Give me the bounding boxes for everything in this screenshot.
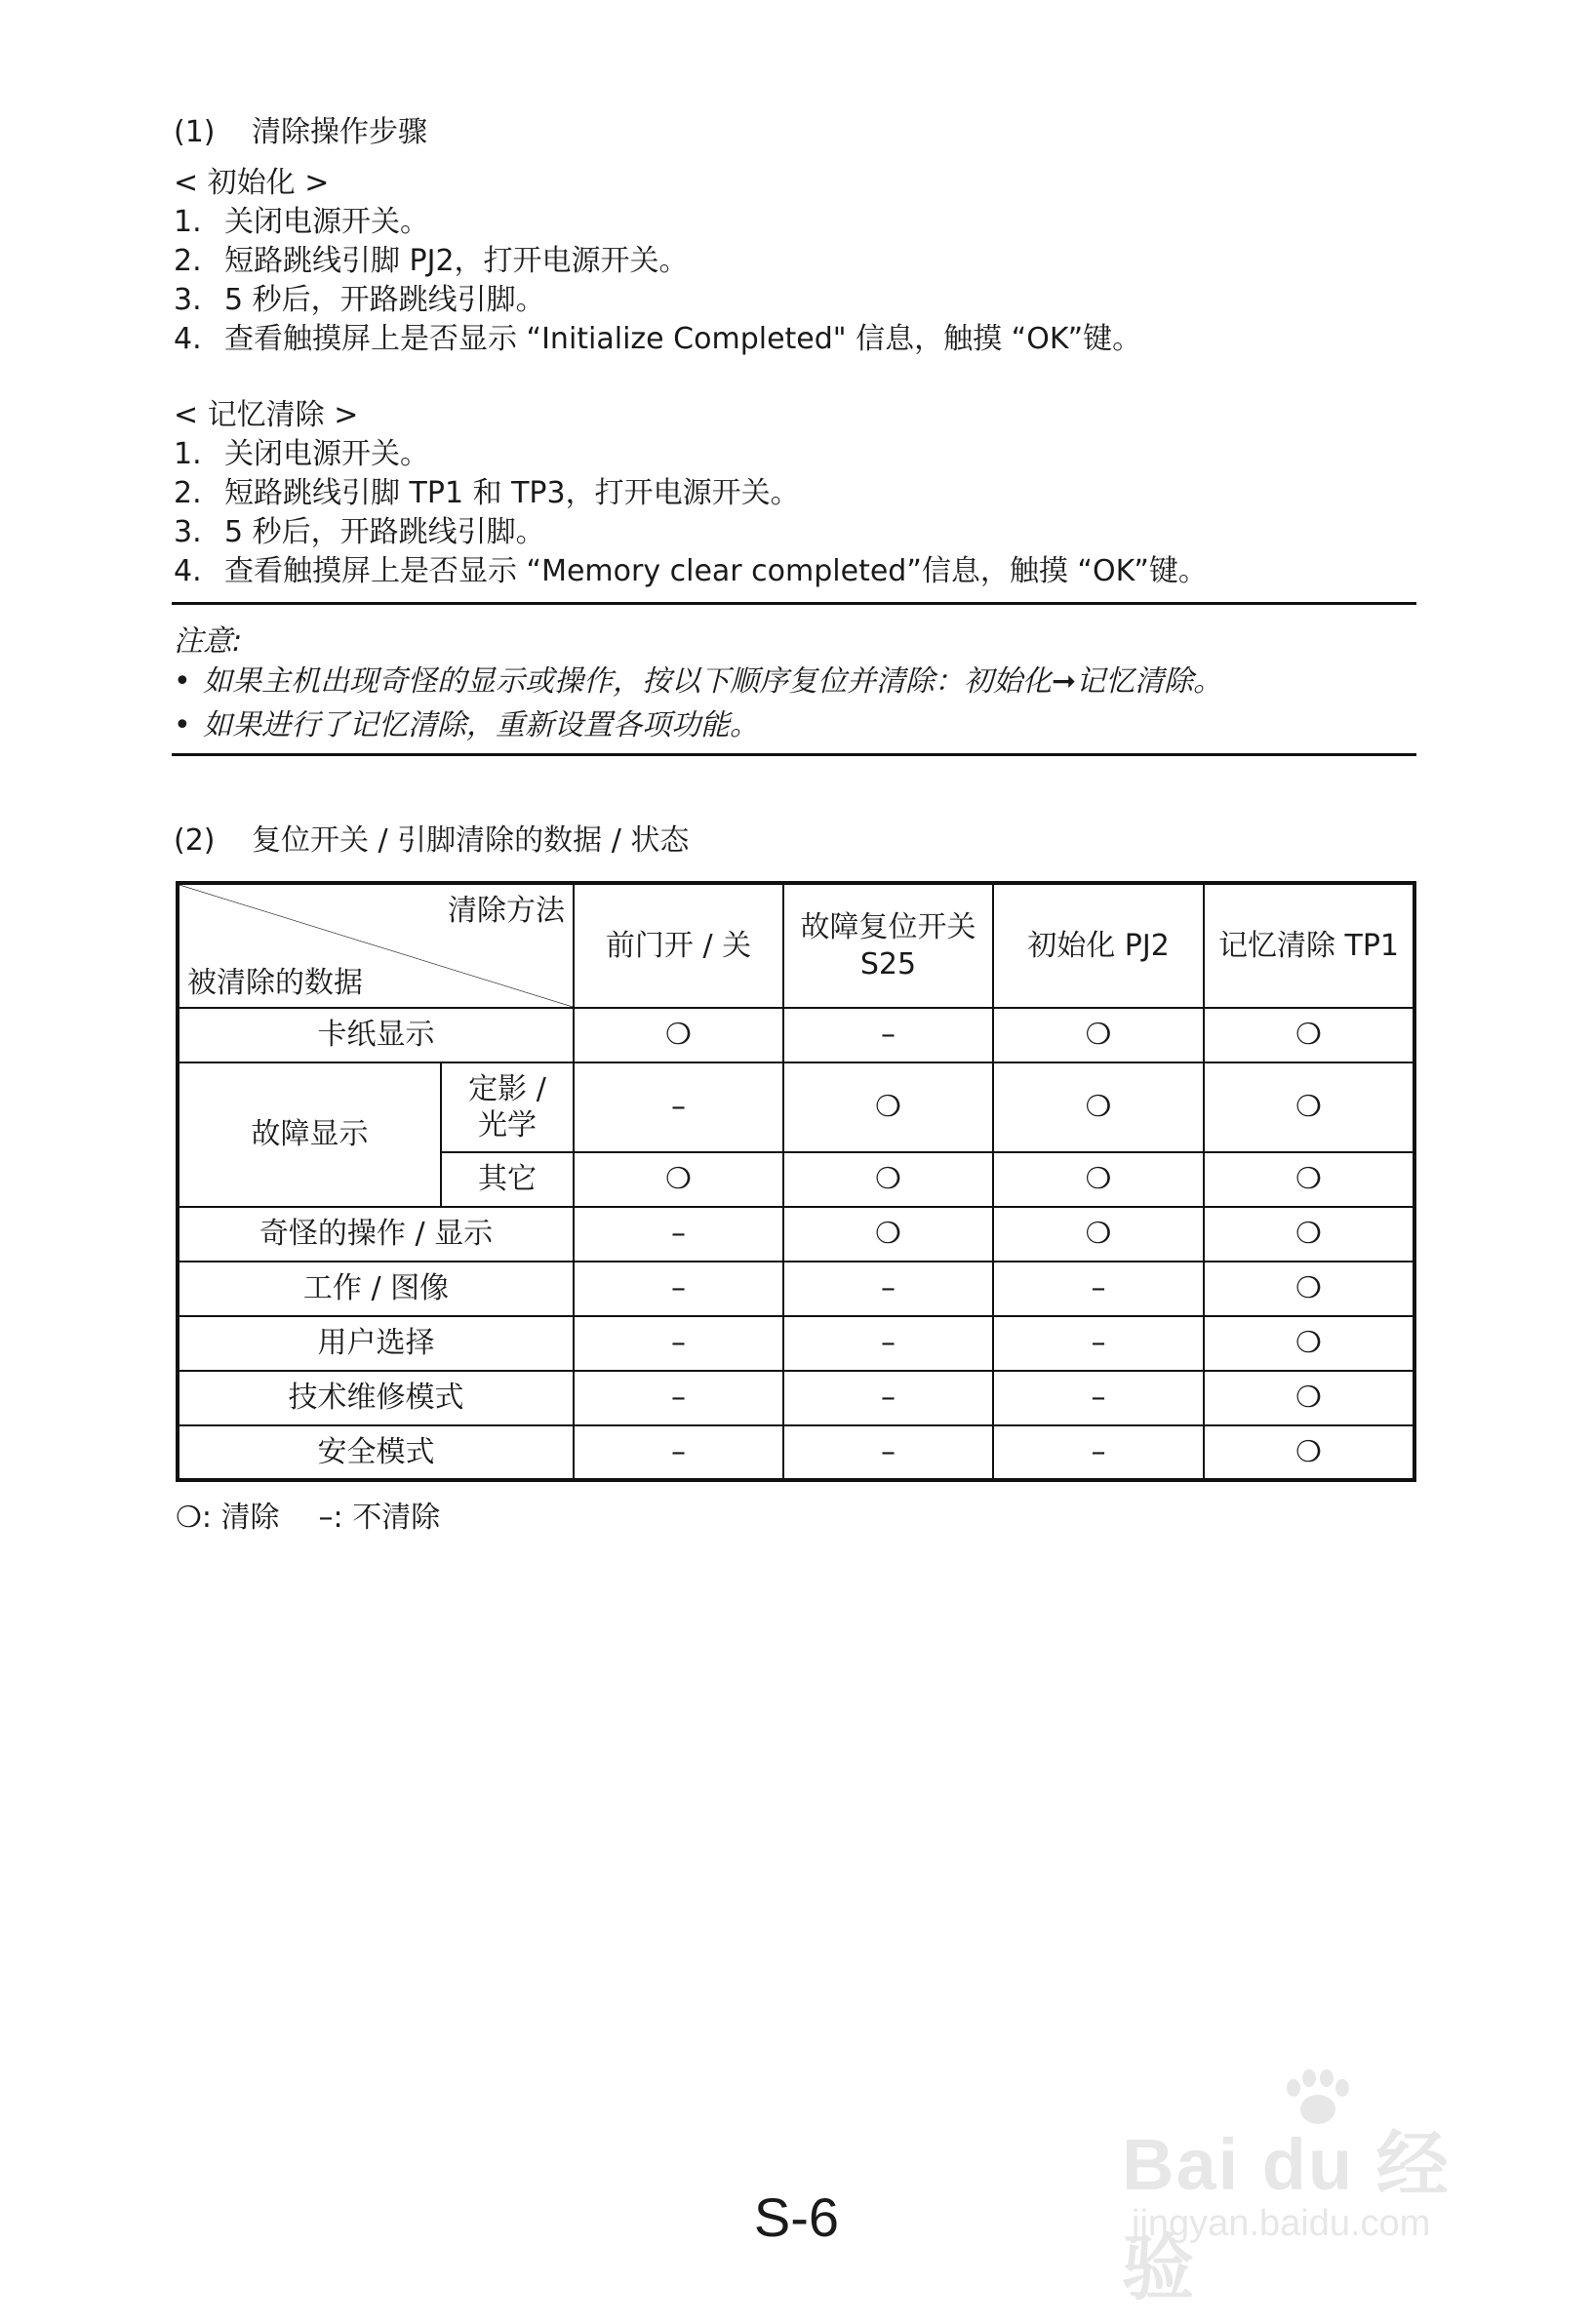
watermark-url: jingyan.baidu.com [1132, 2203, 1431, 2244]
table-cell: – [574, 1262, 783, 1316]
table-cell: – [574, 1316, 783, 1371]
step-text: 短路跳线引脚 TP1 和 TP3，打开电源开关。 [224, 476, 800, 510]
table-cell: ❍ [1204, 1062, 1414, 1152]
note-text: 如果主机出现奇怪的显示或操作，按以下顺序复位并清除：初始化➞记忆清除。 [203, 664, 1223, 699]
table-cell: – [574, 1207, 783, 1262]
table-row [178, 1316, 1414, 1371]
table-cell: ❍ [783, 1152, 993, 1207]
table-row [178, 1262, 1414, 1316]
init-step [174, 275, 545, 318]
memory-step [174, 429, 429, 472]
section-2-heading [174, 816, 689, 859]
section-1-heading [174, 107, 427, 150]
table-cell: – [574, 1371, 783, 1425]
note-item [174, 657, 1222, 700]
step-number: 1. [174, 205, 202, 239]
row-group-label: 故障显示 [178, 1062, 441, 1207]
page-number: S-6 [753, 2186, 840, 2248]
step-text: 关闭电源开关。 [224, 205, 429, 239]
table-cell: – [783, 1008, 993, 1062]
table-cell: ❍ [993, 1152, 1204, 1207]
column-header-line: S25 [859, 946, 917, 982]
table-cell: ❍ [1204, 1262, 1414, 1316]
note-text: 如果进行了记忆清除，重新设置各项功能。 [203, 708, 759, 742]
table-cell: – [574, 1425, 783, 1480]
init-step [174, 236, 689, 279]
table-cell: ❍ [783, 1207, 993, 1262]
table-corner-cell [178, 883, 574, 1008]
step-text: 查看触摸屏上是否显示 “Initialize Completed" 信息，触摸 “OK”键。 [224, 322, 1142, 356]
row-sublabel [441, 1062, 574, 1152]
step-number: 2. [174, 244, 202, 278]
table-cell: – [993, 1371, 1204, 1425]
table-cell: – [993, 1425, 1204, 1480]
table-cell: ❍ [1204, 1316, 1414, 1371]
row-label: 用户选择 [178, 1316, 574, 1371]
clear-data-table [176, 881, 1416, 1482]
step-text: 5 秒后，开路跳线引脚。 [224, 283, 545, 317]
column-header-line: 故障复位开关 [800, 910, 976, 944]
table-row [178, 1008, 1414, 1062]
table-row [178, 1371, 1414, 1425]
note-bottom-rule [172, 753, 1416, 756]
table-cell: – [993, 1262, 1204, 1316]
step-text: 5 秒后，开路跳线引脚。 [224, 515, 545, 549]
memory-clear-heading: < 记忆清除 > [174, 398, 359, 432]
section-1-number: (1) [174, 115, 216, 149]
memory-step [174, 468, 800, 511]
table-cell: – [993, 1316, 1204, 1371]
table-legend [176, 1493, 440, 1536]
column-header: 初始化 PJ2 [993, 883, 1204, 1008]
step-number: 1. [174, 437, 202, 471]
column-header [783, 883, 993, 1008]
note-item [174, 701, 759, 743]
watermark-brand: Bai du 经验 [1122, 2124, 1451, 2308]
corner-bottom-label: 被清除的数据 [187, 965, 363, 1000]
legend-clear: ❍: 清除 [176, 1501, 280, 1535]
table-cell: – [574, 1062, 783, 1152]
step-number: 2. [174, 476, 202, 510]
bullet: • [174, 664, 191, 699]
note-top-rule [172, 602, 1416, 605]
row-label: 卡纸显示 [178, 1008, 574, 1062]
table-cell: ❍ [574, 1152, 783, 1207]
column-header: 记忆清除 TP1 [1204, 883, 1414, 1008]
table-row [178, 1062, 1414, 1152]
legend-no-clear: –: 不清除 [318, 1501, 441, 1535]
section-2-title: 复位开关 / 引脚清除的数据 / 状态 [252, 823, 690, 858]
row-label: 安全模式 [178, 1425, 574, 1480]
corner-top-label: 清除方法 [448, 894, 565, 928]
table-cell: – [783, 1262, 993, 1316]
init-step [174, 314, 1141, 357]
memory-step [174, 507, 545, 550]
table-cell: ❍ [1204, 1008, 1414, 1062]
row-sublabel: 其它 [441, 1152, 574, 1207]
step-text: 查看触摸屏上是否显示 “Memory clear completed”信息，触摸 “OK”键。 [224, 554, 1208, 588]
bullet: • [174, 708, 191, 742]
row-sublabel-line: 光学 [478, 1108, 537, 1142]
table-cell: ❍ [993, 1207, 1204, 1262]
init-heading: < 初始化 > [174, 166, 330, 200]
step-number: 4. [174, 322, 202, 356]
table-cell: – [783, 1371, 993, 1425]
table-cell: ❍ [1204, 1371, 1414, 1425]
table-cell: ❍ [1204, 1152, 1414, 1207]
table-row [178, 1207, 1414, 1262]
step-text: 关闭电源开关。 [224, 437, 429, 471]
step-number: 3. [174, 283, 202, 317]
step-text: 短路跳线引脚 PJ2，打开电源开关。 [224, 244, 689, 278]
row-label: 奇怪的操作 / 显示 [178, 1207, 574, 1262]
table-cell: ❍ [783, 1062, 993, 1152]
table-cell: – [783, 1425, 993, 1480]
row-sublabel-line: 定影 / [468, 1071, 546, 1106]
step-number: 4. [174, 554, 202, 588]
step-number: 3. [174, 515, 202, 549]
section-1-title: 清除操作步骤 [252, 115, 427, 149]
init-step [174, 197, 429, 240]
section-2-number: (2) [174, 823, 216, 858]
table-cell: ❍ [574, 1008, 783, 1062]
table-cell: ❍ [1204, 1425, 1414, 1480]
table-cell: ❍ [1204, 1207, 1414, 1262]
table-row [178, 1425, 1414, 1480]
table-cell: – [783, 1316, 993, 1371]
table-cell: ❍ [993, 1062, 1204, 1152]
table-cell: ❍ [993, 1008, 1204, 1062]
column-header: 前门开 / 关 [574, 883, 783, 1008]
note-title: 注意: [174, 624, 243, 659]
row-label: 工作 / 图像 [178, 1262, 574, 1316]
memory-step [174, 546, 1208, 589]
table-header-row [178, 883, 1414, 1008]
row-label: 技术维修模式 [178, 1371, 574, 1425]
